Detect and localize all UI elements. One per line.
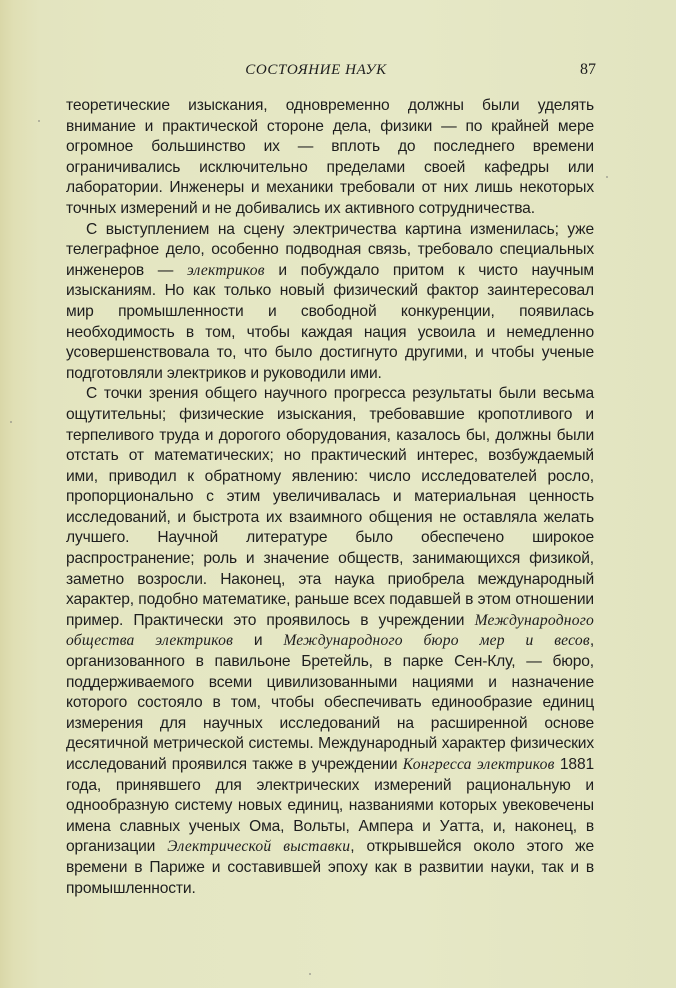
scan-speck (606, 176, 608, 178)
page-header (66, 58, 596, 82)
running-title: СОСТОЯНИЕ НАУК (245, 62, 387, 78)
text-segment: , организованного в павильоне Бретейль, в парке Сен-Клу, — бюро, поддерживаемого всеми цивилизованными нациями и назначение которого состояло в том, чтобы обеспечивать единообразие единиц измерения для научных исследований на расширенной основе десятичной метрической системы. Международный характер физических исследований проявился также в учреждении (66, 632, 594, 773)
scan-speck (309, 973, 311, 975)
paragraph (66, 220, 594, 385)
page-number: 87 (580, 61, 596, 78)
text-segment: С точки зрения общего научного прогресса результаты были весьма ощутительны; физические изыскания, требовавшие кропотливого и терпеливого труда и дорогого оборудования, казалось бы, должны были отстать от математических; но практический интерес, возбуждаемый ими, приводил к обратному явлению: число исследователей росло, пропорционально с этим увеличивалась и материальная ценность исследований, и быстрота их взаимного общения не оставляла желать лучшего. Научной литературе было обеспечено широкое распространение; роль и значение обществ, занимающихся физикой, заметно возросли. Наконец, эта наука приобрела международный характер, подобно математике, раньше всех подавшей в этом отношении пример. Практически это проявилось в учреждении (66, 385, 594, 629)
paragraph (66, 384, 594, 899)
scan-speck (38, 120, 40, 122)
italic-term: Международного бюро мер и весов (283, 632, 590, 650)
text-segment: теоретические изыскания, одновременно должны были уделять внимание и практической стороне дела, физики — по крайней мере огромное большинство их — вплоть до последнего времени ограничивались исключительно пределами своей кафедры или лаборатории. Инженеры и механики требовали от них лишь некоторых точных измерений и не добивались их активного сотрудничества. (66, 97, 594, 217)
text-segment: и (233, 632, 284, 650)
text-segment: , открывшейся около этого же времени в Париже и составившей эпоху как в развитии науки, так и в промышленности. (66, 838, 594, 897)
italic-term: Электрической выставки (167, 838, 351, 856)
italic-term: электриков (186, 261, 265, 279)
scan-speck (10, 421, 12, 423)
italic-term: Конгресса электриков (402, 756, 555, 773)
italic-term: Международного общества электриков (66, 611, 594, 650)
text-segment: 1881 года, принявшего для электрических измерений рациональную и однообразную систему новых единиц, названиями которых увековечены имена славных ученых Ома, Вольты, Ампера и Уатта, и, наконец, в организации (66, 756, 594, 856)
body-text (66, 96, 594, 899)
text-segment: и побуждало притом к чисто научным изысканиям. Но как только новый физический фактор заинтересовал мир промышленности и свободной конкуренции, появилась необходимость в том, чтобы каждая нация усвоила и немедленно усовершенствовала то, что было достигнуто другими, и чтобы ученые подготовляли электриков и руководили ими. (66, 261, 594, 382)
paragraph (66, 96, 594, 220)
text-segment: С выступлением на сцену электричества картина изменилась; уже телеграфное дело, особенно подводная связь, требовало специальных инженеров — (66, 220, 594, 279)
